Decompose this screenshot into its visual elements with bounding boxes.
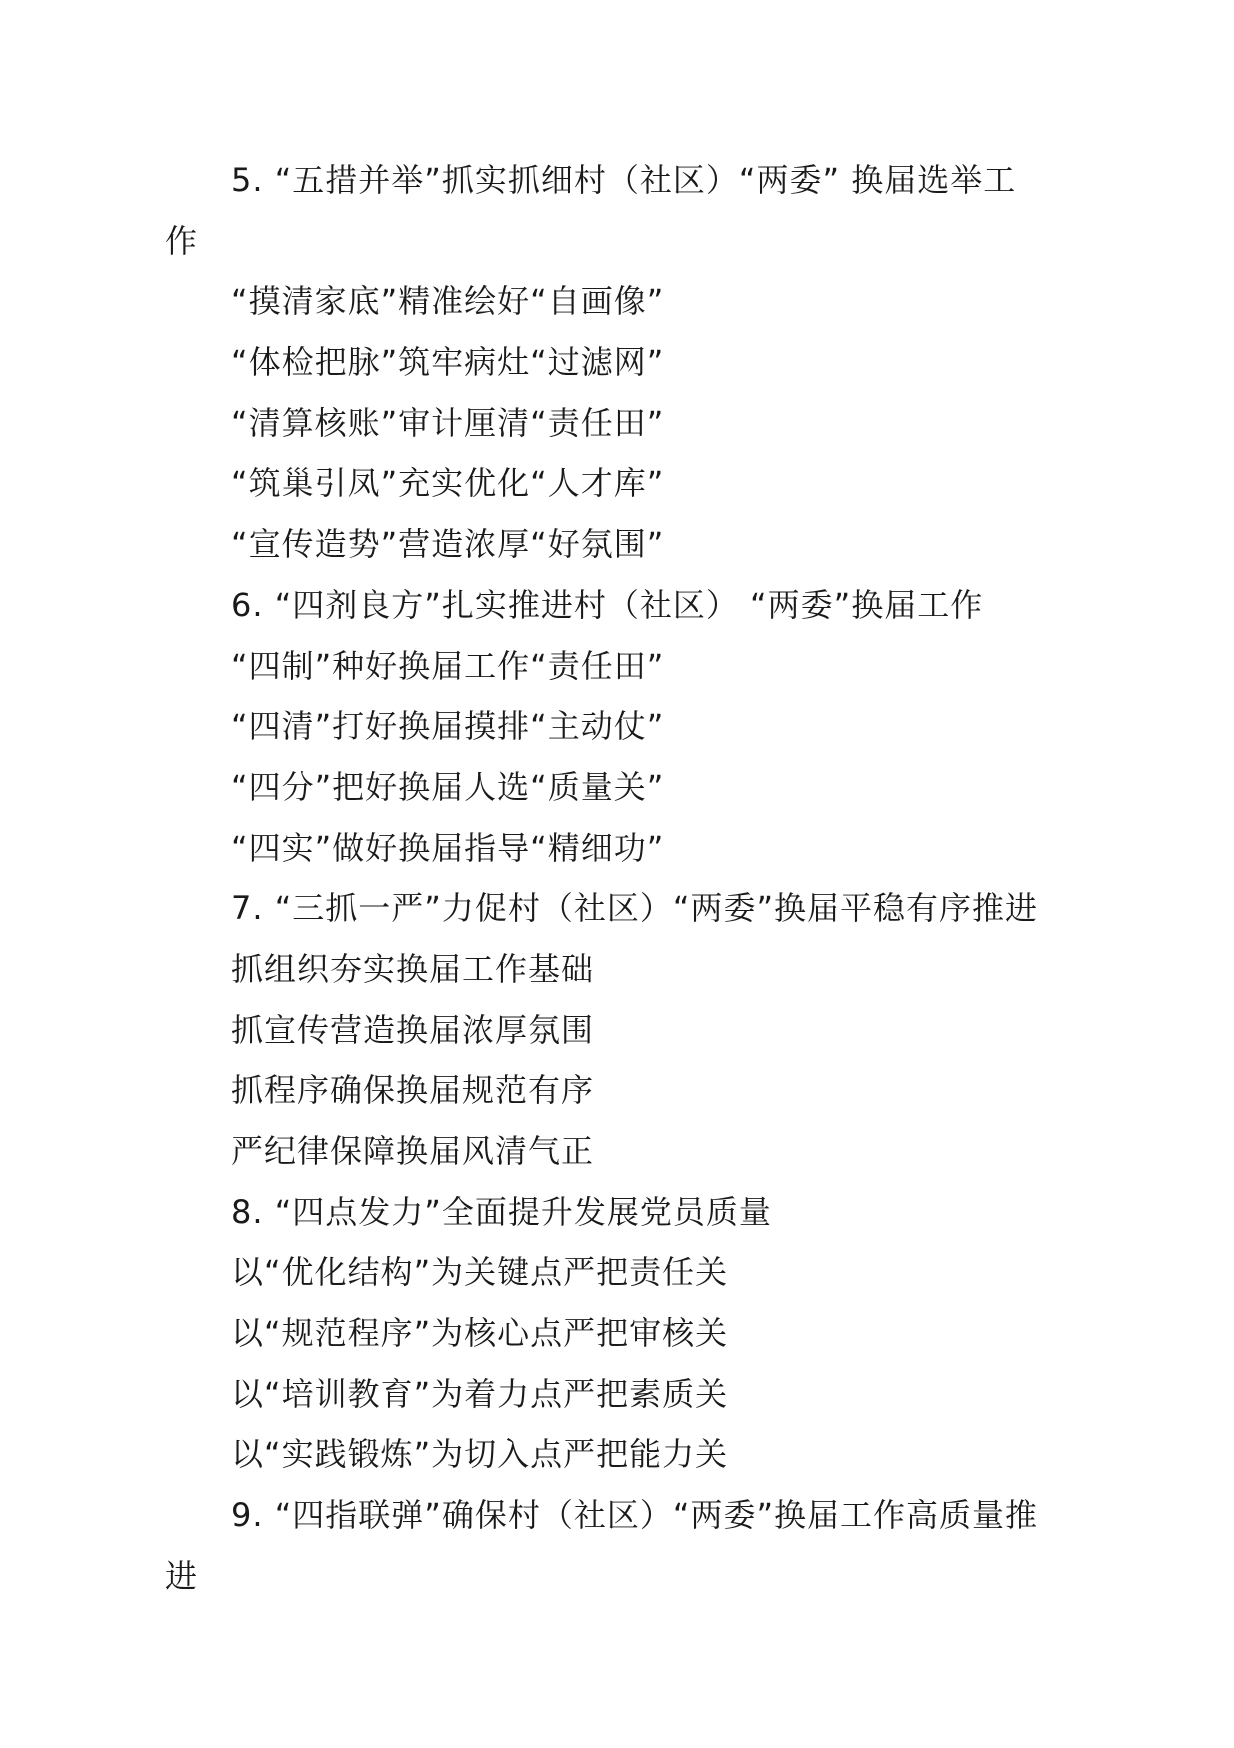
heading-9-continuation: 进	[165, 1556, 199, 1595]
subitem-6-4: “四实”做好换届指导“精细功”	[231, 828, 665, 867]
subitem-7-1: 抓组织夯实换届工作基础	[231, 949, 595, 988]
subitem-5-1: “摸清家底”精准绘好“自画像”	[231, 282, 665, 321]
heading-5-continuation: 作	[165, 221, 199, 260]
heading-7: 7. “三抓一严”力促村（社区）“两委”换届平稳有序推进	[231, 889, 1039, 928]
heading-9: 9. “四指联弹”确保村（社区）“两委”换届工作高质量推	[231, 1496, 1039, 1535]
heading-5: 5. “五措并举”抓实抓细村（社区）“两委” 换届选举工	[231, 161, 1017, 199]
subitem-7-3: 抓程序确保换届规范有序	[231, 1071, 595, 1110]
subitem-5-2: “体检把脉”筑牢病灶“过滤网”	[231, 343, 665, 382]
document-body	[165, 150, 1125, 1607]
heading-8: 8. “四点发力”全面提升发展党员质量	[231, 1192, 772, 1231]
heading-6: 6. “四剂良方”扎实推进村（社区） “两委”换届工作	[231, 585, 984, 624]
subitem-5-4: “筑巢引凤”充实优化“人才库”	[231, 464, 665, 503]
subitem-7-4: 严纪律保障换届风清气正	[231, 1132, 595, 1170]
subitem-8-4: 以“实践锻炼”为切入点严把能力关	[231, 1435, 729, 1474]
subitem-7-2: 抓宣传营造换届浓厚氛围	[231, 1010, 595, 1049]
subitem-8-2: 以“规范程序”为核心点严把审核关	[231, 1314, 729, 1353]
subitem-6-3: “四分”把好换届人选“质量关”	[231, 767, 665, 806]
subitem-5-3: “清算核账”审计厘清“责任田”	[231, 403, 665, 442]
subitem-6-2: “四清”打好换届摸排“主动仗”	[231, 707, 665, 746]
subitem-6-1: “四制”种好换届工作“责任田”	[231, 646, 665, 685]
subitem-5-5: “宣传造势”营造浓厚“好氛围”	[231, 525, 665, 564]
subitem-8-1: 以“优化结构”为关键点严把责任关	[231, 1253, 729, 1292]
subitem-8-3: 以“培训教育”为着力点严把素质关	[231, 1374, 729, 1413]
